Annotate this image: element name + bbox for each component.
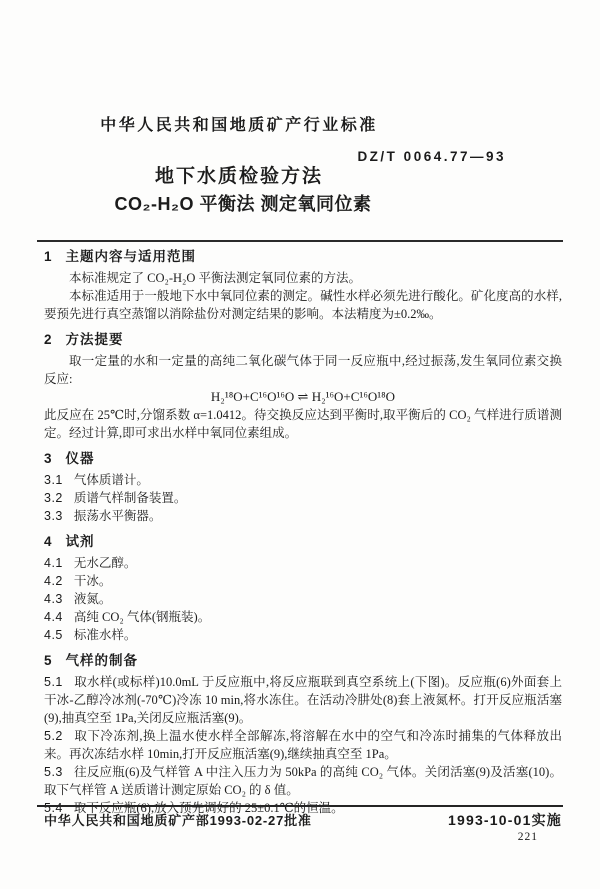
clause-number: 3.2 <box>44 491 63 505</box>
clause-text: 气体质谱计。 <box>73 473 149 487</box>
section-title: 气样的制备 <box>65 653 139 668</box>
section-5-heading <box>44 652 562 670</box>
isotope-exchange-equation: H₂¹⁸O+C¹⁶O¹⁶O ⇌ H₂¹⁶O+C¹⁶O¹⁸O <box>210 389 396 404</box>
clause-number: 5.2 <box>44 729 63 743</box>
clause-4-4 <box>44 608 562 626</box>
clause-number: 5.1 <box>44 675 63 689</box>
section-2-heading <box>44 331 562 349</box>
section-1-heading <box>44 248 562 266</box>
section-4-heading <box>44 533 562 551</box>
section-number: 2 <box>44 332 53 347</box>
section-title: 试剂 <box>65 534 95 549</box>
clause-4-1 <box>44 554 562 572</box>
clause-4-2 <box>44 572 562 590</box>
section-title: 仪器 <box>65 451 95 466</box>
clause-number: 4.3 <box>44 592 63 606</box>
clause-number: 4.1 <box>44 556 63 570</box>
section-2-intro: 取一定量的水和一定量的高纯二氧化碳气体于同一反应瓶中,经过振荡,发生氧同位素交换反应: <box>44 354 562 386</box>
section-title: 方法提要 <box>65 332 124 347</box>
clause-text: 液氮。 <box>73 592 112 606</box>
standard-number: DZ/T 0064.77—93 <box>357 149 506 164</box>
clause-text: 振荡水平衡器。 <box>73 509 162 523</box>
clause-text: 无水乙醇。 <box>73 556 137 570</box>
clause-3-3 <box>44 507 562 525</box>
clause-3-2 <box>44 489 562 507</box>
document-title-line2: CO₂-H₂O 平衡法 测定氧同位素 <box>114 194 372 214</box>
clause-text: 干冰。 <box>73 574 112 588</box>
document-body <box>44 240 562 817</box>
clause-text: 取下反应瓶(6),放入预先调好的 25±0.1℃的恒温。 <box>73 801 344 815</box>
section-3-heading <box>44 450 562 468</box>
clause-text: 往反应瓶(6)及气样管 A 中注入压力为 50kPa 的高纯 CO₂ 气体。关闭活塞(9)及活塞(10)。取下气样管 A 送质谱计测定原始 CO₂ 的 δ 值。 <box>44 765 562 797</box>
section-1-paragraph-2: 本标准适用于一般地下水中氧同位素的测定。碱性水样必须先进行酸化。矿化度高的水样,要预先进行真空蒸馏以消除盐份对测定结果的影响。本法精度为±0.2‰。 <box>44 289 562 321</box>
clause-4-3 <box>44 590 562 608</box>
section-2-continuation: 此反应在 25℃时,分馏系数 α=1.0412。待交换反应达到平衡时,取平衡后的 CO₂ 气样进行质谱测定。经过计算,即可求出水样中氧同位素组成。 <box>44 408 562 440</box>
clause-number: 4.2 <box>44 574 63 588</box>
footer-row <box>44 810 562 830</box>
clause-5-2 <box>44 727 562 763</box>
page-number: 221 <box>517 831 538 843</box>
implementation-date: 1993-10-01实施 <box>447 812 562 828</box>
clause-5-3 <box>44 763 562 799</box>
section-number: 4 <box>44 534 53 549</box>
clause-text: 取下冷冻剂,换上温水使水样全部解冻,将溶解在水中的空气和冷冻时捕集的气体释放出来。再次冻结水样 10min,打开反应瓶活塞(9),继续抽真空至 1Pa。 <box>44 729 562 761</box>
section-title: 主题内容与适用范围 <box>65 249 197 264</box>
clause-number: 5.3 <box>44 765 63 779</box>
clause-3-1 <box>44 471 562 489</box>
clause-text: 取水样(或标样)10.0mL 于反应瓶中,将反应瓶联到真空系统上(下图)。反应瓶(6)外面套上干冰-乙醇冷冰剂(-70℃)冷冻 10 min,将水冻住。在活动冷肼处(8)套上液氮杯。打开反应瓶活塞(9),抽真空至 1Pa,关闭反应瓶活塞(9)。 <box>44 675 562 725</box>
clause-number: 4.5 <box>44 628 63 642</box>
section-number: 3 <box>44 451 53 466</box>
clause-number: 4.4 <box>44 610 63 624</box>
clause-number: 3.1 <box>44 473 63 487</box>
footer-divider <box>37 805 563 807</box>
clause-text: 标准水样。 <box>73 628 137 642</box>
clause-text: 高纯 CO₂ 气体(钢瓶装)。 <box>73 610 211 624</box>
document-title-line1: 地下水质检验方法 <box>154 166 323 187</box>
section-number: 1 <box>44 249 53 264</box>
clause-4-5 <box>44 626 562 644</box>
clause-5-1 <box>44 673 562 727</box>
section-1-paragraph-1: 本标准规定了 CO₂-H₂O 平衡法测定氧同位素的方法。 <box>69 271 362 285</box>
section-number: 5 <box>44 653 53 668</box>
clause-text: 质谱气样制备装置。 <box>73 491 187 505</box>
standard-category-line: 中华人民共和国地质矿产行业标准 <box>100 117 378 134</box>
clause-number: 3.3 <box>44 509 63 523</box>
clause-number: 5.4 <box>44 801 63 815</box>
approval-note: 中华人民共和国地质矿产部1993-02-27批准 <box>44 813 312 828</box>
